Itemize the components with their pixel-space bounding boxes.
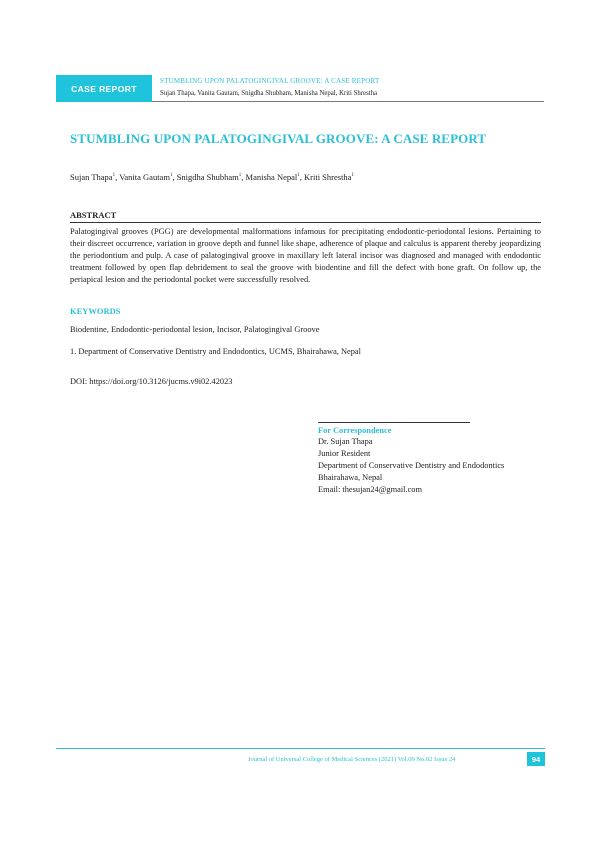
author-name: Kriti Shrestha [304,172,352,182]
author-list: Sujan Thapa$^1$, Vanita Gautam$^1$, Snigdha Shubham$^1$, Manisha Nepal$^1$, Kriti Shrestha$^1$ [70,172,354,182]
correspondence-location: Bhairahawa, Nepal [318,473,383,482]
doi-link[interactable]: DOI: https://doi.org/10.3126/jucms.v9i02.42023 [70,377,233,386]
page-number: 94 [527,752,545,766]
author-affiliation-mark: 1 [351,173,354,179]
footer-divider [56,748,545,749]
author-name: Vanita Gautam [119,172,170,182]
abstract-heading: ABSTRACT [70,210,117,220]
author-name: Manisha Nepal [245,172,298,182]
author-name: Snigdha Shubham [176,172,239,182]
abstract-divider [70,222,541,223]
header-divider [152,101,544,102]
article-title: STUMBLING UPON PALATOGINGIVAL GROOVE: A CASE REPORT [70,131,487,146]
correspondence-name: Dr. Sujan Thapa [318,437,373,446]
abstract-text: Palatogingival grooves (PGG) are developmental malformations infamous for precipitating endodontic-periodontal lesions. Pertaining to their discreet occurrence, variation in groove depth and funnel like shape, adherence of plaque and calculus is apparent thereby jeopardizing the periodontium and pulp. A case of palatogingival groove in maxillary left lateral incisor was diagnosed and managed with endodontic treatment followed by open flap debridement to seal the groove with biodentine and fill the defect with bone graft. On follow up, the periapical lesion and the periodontal pocket were successfully resolved. [70,227,541,284]
correspondence-department: Department of Conservative Dentistry and Endodontics [318,461,505,470]
author-affiliation-mark: 1 [297,173,300,179]
keywords-text: Biodentine, Endodontic-periodontal lesion, Incisor, Palatogingival Groove [70,325,320,334]
author-affiliation-mark: 1 [238,173,242,179]
correspondence-divider [318,422,470,423]
running-title: STUMBLING UPON PALATOGINGIVAL GROOVE: A CASE REPORT [160,77,380,85]
affiliation: 1. Department of Conservative Dentistry and Endodontics, UCMS, Bhairahawa, Nepal [70,347,361,356]
keywords-heading: KEYWORDS [70,306,121,316]
journal-citation: Journal of Universal College of Medical Sciences (2021) Vol.09 No.02 Issue 24 [248,756,456,763]
author-affiliation-mark: 1 [169,173,173,179]
correspondence-position: Junior Resident [318,449,371,458]
correspondence-email[interactable]: Email: thesujan24@gmail.com [318,485,423,494]
author-affiliation-mark: 1 [112,173,116,179]
running-authors: Sujan Thapa, Vanita Gautam, Snigdha Shubham, Manisha Nepal, Kriti Shrestha [160,90,378,97]
correspondence-block [318,436,504,496]
correspondence-heading: For Correspondence [318,426,392,435]
article-type-badge: CASE REPORT [56,75,152,102]
author-name: Sujan Thapa [70,172,113,182]
